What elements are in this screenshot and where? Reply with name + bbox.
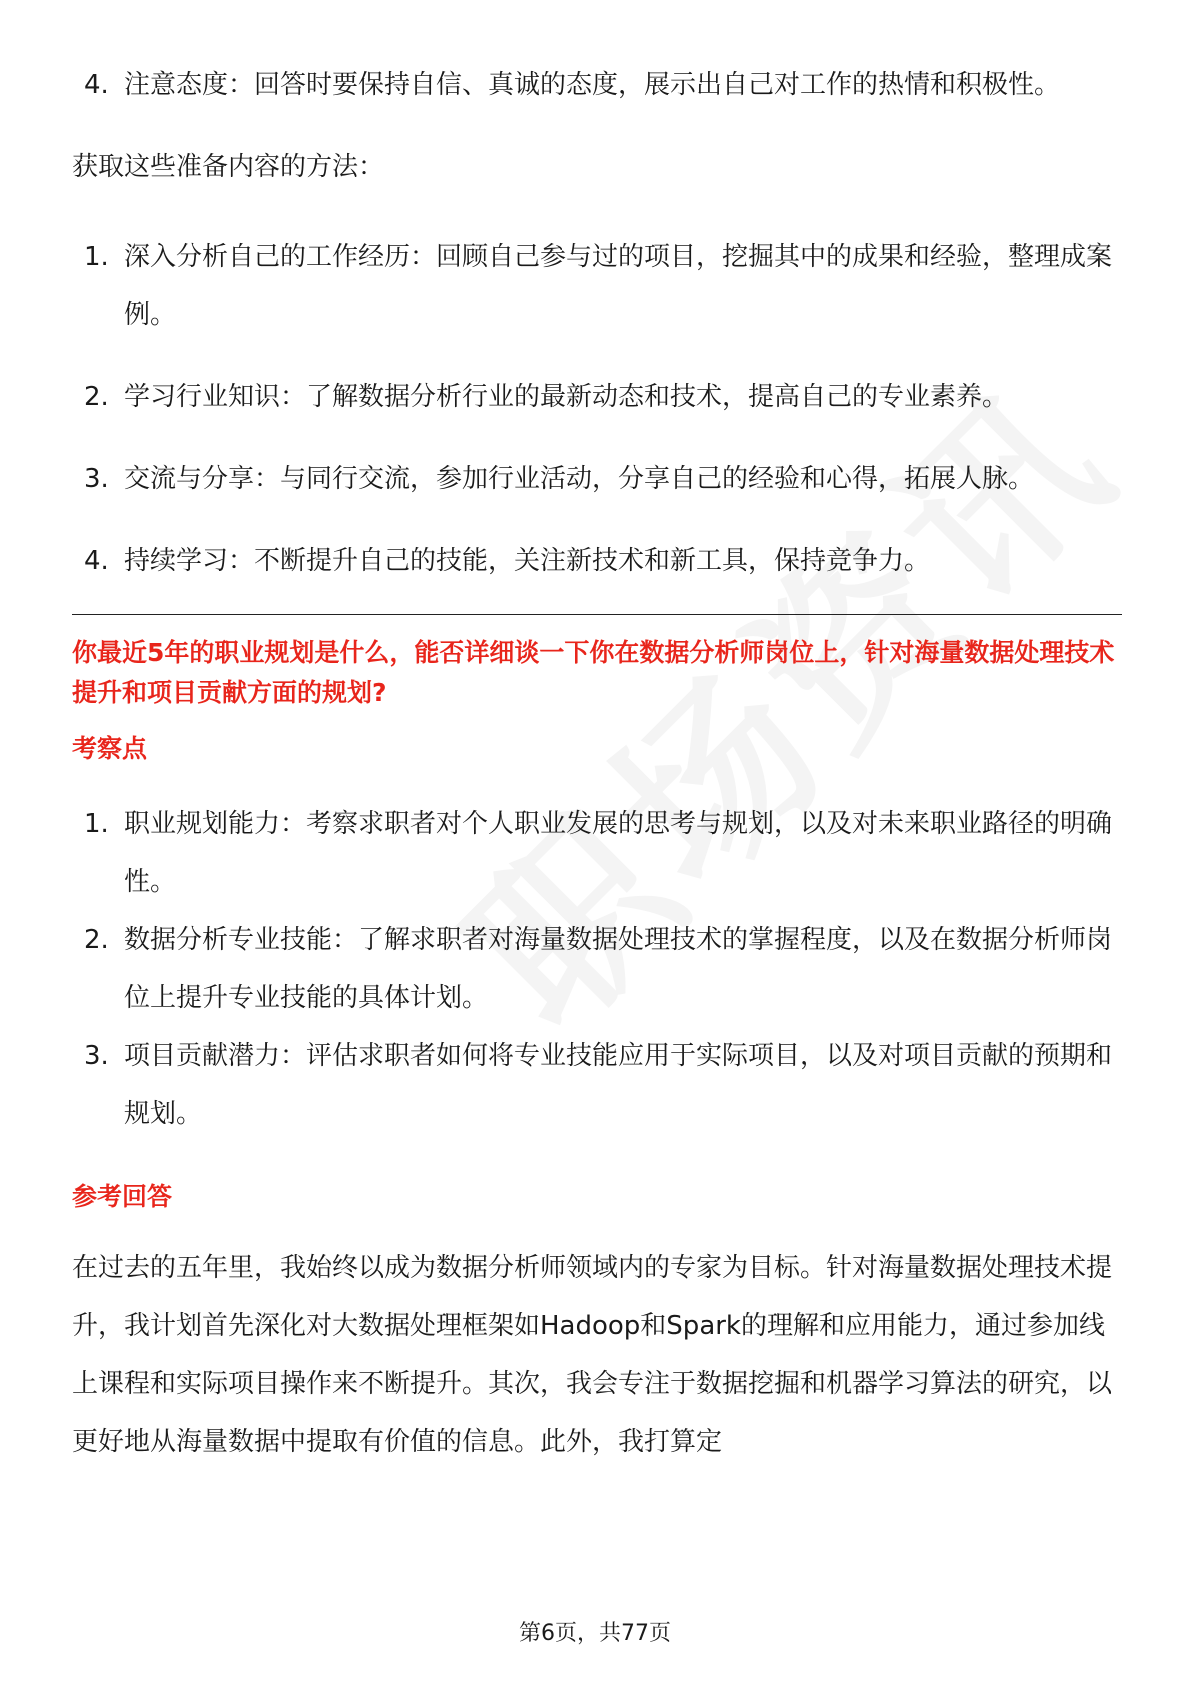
list-text: 职业规划能力：考察求职者对个人职业发展的思考与规划，以及对未来职业路径的明确性。 [124,809,1113,897]
question-heading: 你最近5年的职业规划是什么，能否详细谈一下你在数据分析师岗位上，针对海量数据处理技术提升和项目贡献方面的规划? [72,638,1115,707]
page-content [72,56,1122,1471]
list-item [72,56,1122,114]
list-number: 1. [84,242,109,272]
list-text: 数据分析专业技能：了解求职者对海量数据处理技术的掌握程度，以及在数据分析师岗位上提升专业技能的具体计划。 [124,925,1113,1013]
points-heading: 考察点 [72,734,148,763]
list-text: 交流与分享：与同行交流，参加行业活动，分享自己的经验和心得，拓展人脉。 [124,464,1035,494]
list-item [72,368,1122,426]
list-text: 持续学习：不断提升自己的技能，关注新技术和新工具，保持竞争力。 [124,546,931,576]
list-text: 学习行业知识：了解数据分析行业的最新动态和技术，提高自己的专业素养。 [124,382,1009,412]
page-footer: 第6页，共77页 [519,1621,671,1646]
methods-list [72,228,1122,590]
list-number: 1. [84,809,109,839]
list-number: 3. [84,464,109,494]
list-number: 4. [84,546,109,576]
methods-intro: 获取这些准备内容的方法： [72,152,385,182]
list-text: 项目贡献潜力：评估求职者如何将专业技能应用于实际项目，以及对项目贡献的预期和规划。 [124,1041,1113,1129]
prev-list [72,56,1122,114]
list-number: 4. [84,70,109,100]
list-number: 2. [84,925,109,955]
list-item [72,532,1122,590]
list-text: 注意态度：回答时要保持自信、真诚的态度，展示出自己对工作的热情和积极性。 [124,70,1061,100]
list-text: 深入分析自己的工作经历：回顾自己参与过的项目，挖掘其中的成果和经验，整理成案例。 [124,242,1113,330]
list-item [72,911,1122,1027]
answer-paragraph: 在过去的五年里，我始终以成为数据分析师领域内的专家为目标。针对海量数据处理技术提升，我计划首先深化对大数据处理框架如Hadoop和Spark的理解和应用能力，通过参加线上课程和实际项目操作来不断提升。其次，我会专注于数据挖掘和机器学习算法的研究，以更好地从海量数据中提取有价值的信息。此外，我打算定 [72,1253,1113,1457]
list-item [72,228,1122,344]
answer-heading: 参考回答 [72,1182,173,1211]
list-item [72,795,1122,911]
list-item [72,450,1122,508]
list-number: 3. [84,1041,109,1071]
list-number: 2. [84,382,109,412]
list-item [72,1027,1122,1143]
points-list [72,795,1122,1143]
section-divider [72,614,1122,615]
